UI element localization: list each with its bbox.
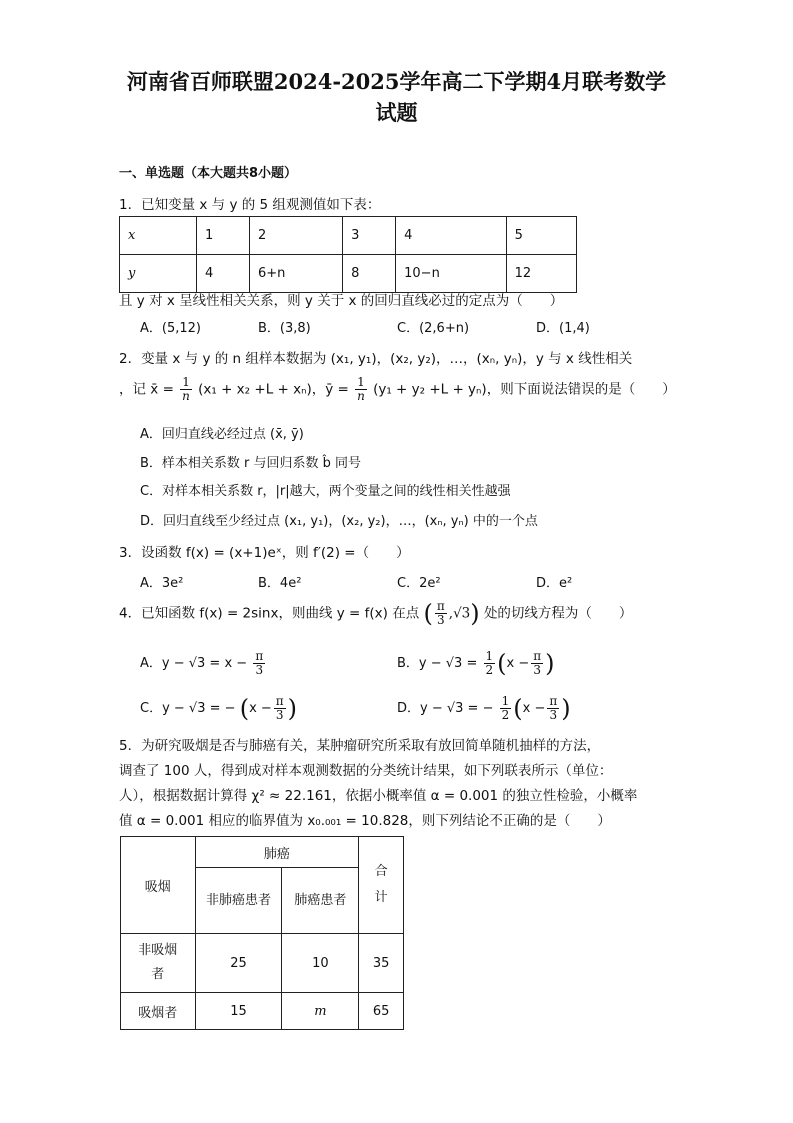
q1-option-b: B．(3,8) — [258, 321, 311, 336]
table-row — [121, 993, 404, 1030]
table-row — [121, 934, 404, 993]
q5-line2: 调查了 100 人，得到成对样本观测数据的分类统计结果，如下列联表所示（单位： — [119, 763, 613, 779]
fraction-numerator: 1 — [501, 694, 510, 708]
table-cell: 4 — [396, 217, 506, 255]
table-row — [120, 217, 577, 255]
fraction-numerator: π — [436, 599, 445, 613]
q5-contingency-table — [120, 836, 404, 1030]
header-total-text: 合计 — [374, 864, 388, 905]
row-label-text: 非吸烟者 — [138, 943, 178, 982]
table-cell: x — [120, 217, 197, 255]
q2-line2-part-a: ，记 x̄ = — [119, 381, 174, 398]
fraction-denominator: 3 — [437, 613, 445, 627]
option-prefix: D．y − √3 = − — [397, 701, 494, 716]
table-cell: 4 — [197, 255, 250, 293]
q3-stem: 3．设函数 f(x) = (x+1)eˣ，则 f′(2) =（ ） — [119, 545, 410, 561]
table-cell: 35 — [359, 934, 404, 993]
fraction-numerator: 1 — [182, 375, 190, 389]
q4-stem — [119, 600, 632, 627]
table-cell: y — [120, 255, 197, 293]
fraction-denominator: 2 — [501, 708, 510, 722]
table-row — [121, 837, 404, 868]
fraction — [547, 695, 559, 722]
header-non-cancer — [195, 868, 282, 934]
table-cell: 6+n — [250, 255, 343, 293]
fraction — [274, 695, 286, 722]
fraction — [180, 376, 192, 403]
fraction-denominator: 3 — [533, 663, 541, 677]
header-non-cancer-text: 非肺癌患者 — [205, 892, 271, 908]
fraction — [435, 600, 447, 627]
option-prefix: C．y − √3 = − — [140, 701, 236, 716]
paren-right: ) — [561, 694, 571, 723]
header-smoke: 吸烟 — [121, 837, 196, 934]
q1-option-d: D．(1,4) — [536, 321, 590, 336]
q2-line2-part-b: (x₁ + x₂ +L + xₙ)，ȳ = — [198, 381, 349, 398]
table-cell: 2 — [250, 217, 343, 255]
fraction — [484, 650, 496, 677]
paren-left: ( — [497, 649, 507, 678]
q4-option-d — [397, 695, 571, 722]
header-total — [359, 837, 404, 934]
fraction — [531, 650, 543, 677]
q4-option-a — [140, 650, 267, 677]
q5-line1: 5．为研究吸烟是否与肺癌有关，某肿瘤研究所采取有放回简单随机抽样的方法， — [119, 738, 601, 754]
fraction — [500, 695, 512, 722]
table-cell: 10 — [282, 934, 359, 993]
header-cancer-patient-text: 肺癌患者 — [294, 892, 347, 908]
fraction-numerator: π — [533, 649, 542, 663]
option-prefix: B．y − √3 = — [397, 656, 478, 671]
q2-line1: 2．变量 x 与 y 的 n 组样本数据为 (x₁, y₁)，(x₂, y₂)，…，(xₙ, yₙ)，y 与 x 线性相关 — [119, 351, 633, 367]
option-prefix: A．y − √3 = x − — [140, 656, 248, 671]
paren-left: ( — [239, 694, 250, 723]
fraction-denominator: 3 — [549, 708, 558, 722]
fraction-numerator: π — [275, 694, 284, 708]
fraction-denominator: 3 — [275, 708, 284, 722]
x-minus: x − — [506, 656, 530, 671]
fraction — [253, 650, 265, 677]
point-tail: ,√3 — [448, 605, 471, 622]
fraction-numerator: π — [255, 649, 264, 663]
header-cancer: 肺癌 — [195, 837, 359, 868]
paren-right: ) — [470, 599, 480, 628]
q2-option-b: B．样本相关系数 r 与回归系数 b̂ 同号 — [140, 456, 362, 471]
fraction-numerator: 1 — [357, 375, 365, 389]
exam-title-line1: 河南省百师联盟2024-2025学年高二下学期4月联考数学 — [126, 69, 667, 94]
table-cell: 15 — [195, 993, 282, 1030]
q4-stem-part-b: 处的切线方程为（ ） — [483, 605, 633, 622]
table-cell: 3 — [343, 217, 396, 255]
q4-option-b — [397, 650, 555, 677]
table-cell: 5 — [506, 217, 576, 255]
q4-stem-part-a: 4．已知函数 f(x) = 2sinx，则曲线 y = f(x) 在点 — [119, 605, 420, 622]
fraction-numerator: π — [549, 694, 558, 708]
table-cell: 65 — [359, 993, 404, 1030]
section-heading: 一、单选题（本大题共8小题） — [119, 166, 298, 181]
row-label-smoker: 吸烟者 — [121, 993, 196, 1030]
paren-left: ( — [513, 694, 523, 723]
x-minus: x − — [522, 701, 546, 716]
q1-option-c: C．(2,6+n) — [397, 321, 470, 336]
table-row — [120, 255, 577, 293]
table-cell: 1 — [197, 217, 250, 255]
q1-option-a: A．(5,12) — [140, 321, 201, 336]
q5-line4: 值 α = 0.001 相应的临界值为 x₀.₀₀₁ = 10.828，则下列结论不正确的是（ ） — [119, 813, 611, 829]
fraction-denominator: 3 — [255, 663, 264, 677]
x-minus: x − — [249, 701, 272, 716]
table-cell: 10−n — [396, 255, 506, 293]
fraction-denominator: 2 — [485, 663, 494, 677]
table-cell: m — [282, 993, 359, 1030]
q4-option-c — [140, 695, 297, 722]
q1-table — [119, 216, 577, 293]
paren-right: ) — [545, 649, 555, 678]
q3-option-c: C．2e² — [397, 576, 441, 591]
table-cell: 8 — [343, 255, 396, 293]
q3-option-a: A．3e² — [140, 576, 184, 591]
q2-option-a: A．回归直线必经过点 (x̄, ȳ) — [140, 427, 304, 442]
q3-option-b: B．4e² — [258, 576, 302, 591]
q2-line2-part-c: (y₁ + y₂ +L + yₙ)，则下面说法错误的是（ ） — [373, 381, 676, 398]
q5-line3: 人），根据数据计算得 χ² ≈ 22.161，依据小概率值 α = 0.001 的独立性检验，小概率 — [119, 788, 638, 804]
exam-title-line2: 试题 — [375, 100, 418, 125]
fraction — [355, 376, 367, 403]
q2-line2 — [119, 376, 676, 403]
row-label-non-smoker — [121, 934, 196, 993]
q2-option-c: C．对样本相关系数 r，|r|越大，两个变量之间的线性相关性越强 — [140, 484, 511, 499]
q2-option-d: D．回归直线至少经过点 (x₁, y₁)，(x₂, y₂)，…，(xₙ, yₙ) 中的一个点 — [140, 514, 538, 529]
table-cell: 12 — [506, 255, 576, 293]
q3-option-d: D．e² — [536, 576, 573, 591]
q1-tail: 且 y 对 x 呈线性相关关系，则 y 关于 x 的回归直线必过的定点为（ ） — [119, 293, 564, 309]
fraction-denominator: n — [357, 389, 365, 403]
q1-stem: 1．已知变量 x 与 y 的 5 组观测值如下表： — [119, 197, 381, 213]
fraction-denominator: n — [182, 389, 190, 403]
header-cancer-patient — [282, 868, 359, 934]
paren-right: ) — [287, 694, 298, 723]
table-cell: 25 — [195, 934, 282, 993]
fraction-numerator: 1 — [485, 649, 494, 663]
paren-left: ( — [423, 599, 433, 628]
